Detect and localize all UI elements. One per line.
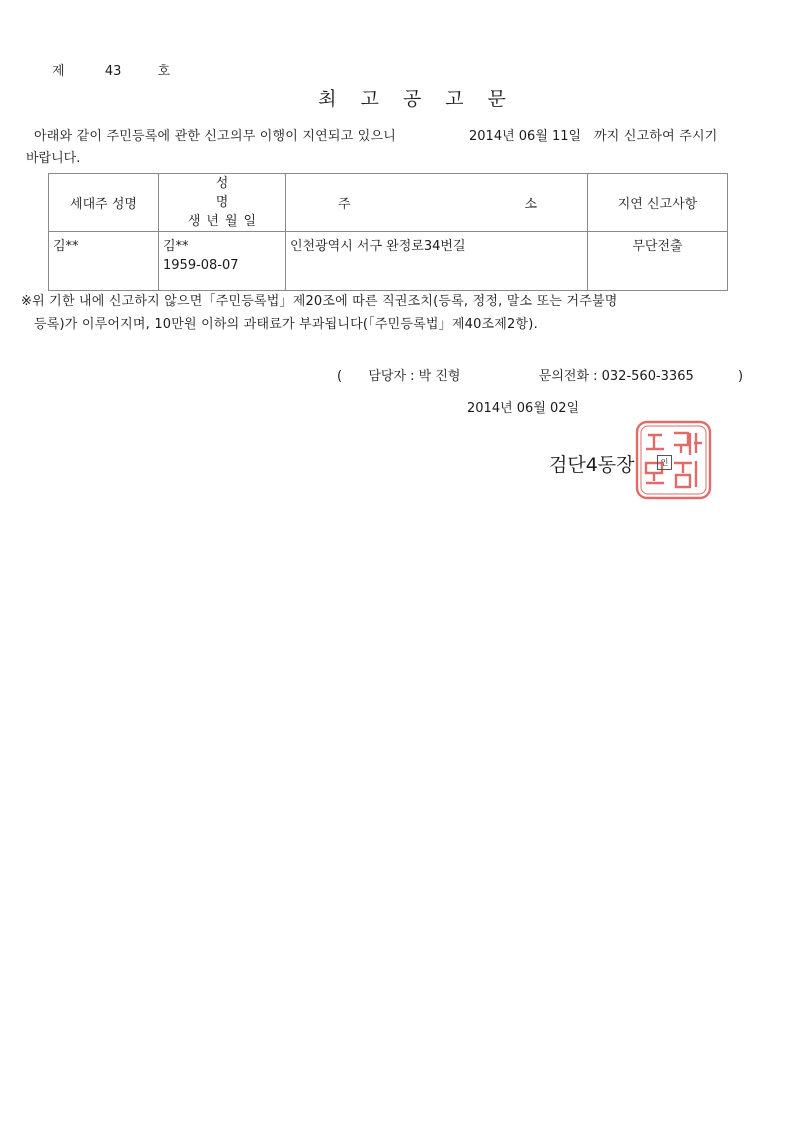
doc-no-suffix: 호: [157, 64, 171, 79]
col-header-address-left: 주: [338, 197, 351, 212]
document-number: [52, 60, 170, 79]
official-seal-stamp: [634, 419, 713, 501]
table-header-row: [49, 174, 728, 232]
col-header-report: 지연 신고사항: [588, 174, 728, 232]
office-name: 검단4동장: [549, 454, 635, 476]
contact-phone: 문의전화 : 032-560-3365: [538, 369, 694, 384]
col-header-birth: 생년월일: [187, 214, 263, 229]
intro-line-1-tail: 까지 신고하여 주시기: [594, 129, 718, 144]
col-header-address-right: 소: [524, 197, 537, 212]
deadline-date: 2014년 06월 11일: [469, 129, 582, 144]
col-header-name-birth: [159, 174, 286, 232]
contact-person: 담당자 : 박 진형: [368, 369, 461, 384]
page-title: 최고공고문: [318, 88, 530, 110]
contact-close-paren: ): [738, 369, 744, 384]
cell-address: 인천광역시 서구 완정로34번길: [286, 232, 588, 291]
cell-name-birth: [159, 232, 286, 291]
records-table: [48, 173, 728, 291]
cell-birth: 1959-08-07: [163, 258, 239, 273]
doc-no-value: 43: [104, 64, 122, 79]
col-header-head-name: 세대주 성명: [49, 174, 159, 232]
col-header-address: [286, 174, 588, 232]
intro-line-2: 바랍니다.: [26, 151, 81, 166]
issue-date: 2014년 06월 02일: [467, 401, 580, 416]
col-header-name: 성명: [215, 176, 281, 210]
notice-line-2: 등록)가 이루어지며, 10만원 이하의 과태료가 부과됩니다(「주민등록법」제40조제2항).: [34, 317, 538, 332]
contact-open-paren: (: [337, 369, 343, 384]
notice-line-1: ※위 기한 내에 신고하지 않으면「주민등록법」제20조에 따른 직권조치(등록, 정정, 말소 또는 거주불명: [21, 294, 618, 309]
seal-shape: [637, 422, 710, 498]
doc-no-prefix: 제: [52, 64, 65, 79]
intro-line-1: 아래와 같이 주민등록에 관한 신고의무 이행이 지연되고 있으니: [34, 129, 397, 144]
seal-mark: 인: [657, 455, 672, 470]
cell-name: 김**: [163, 239, 189, 254]
cell-head-name: 김**: [49, 232, 159, 291]
contact-info: [337, 365, 743, 384]
cell-report: 무단전출: [588, 232, 728, 291]
table-row: [49, 232, 728, 291]
